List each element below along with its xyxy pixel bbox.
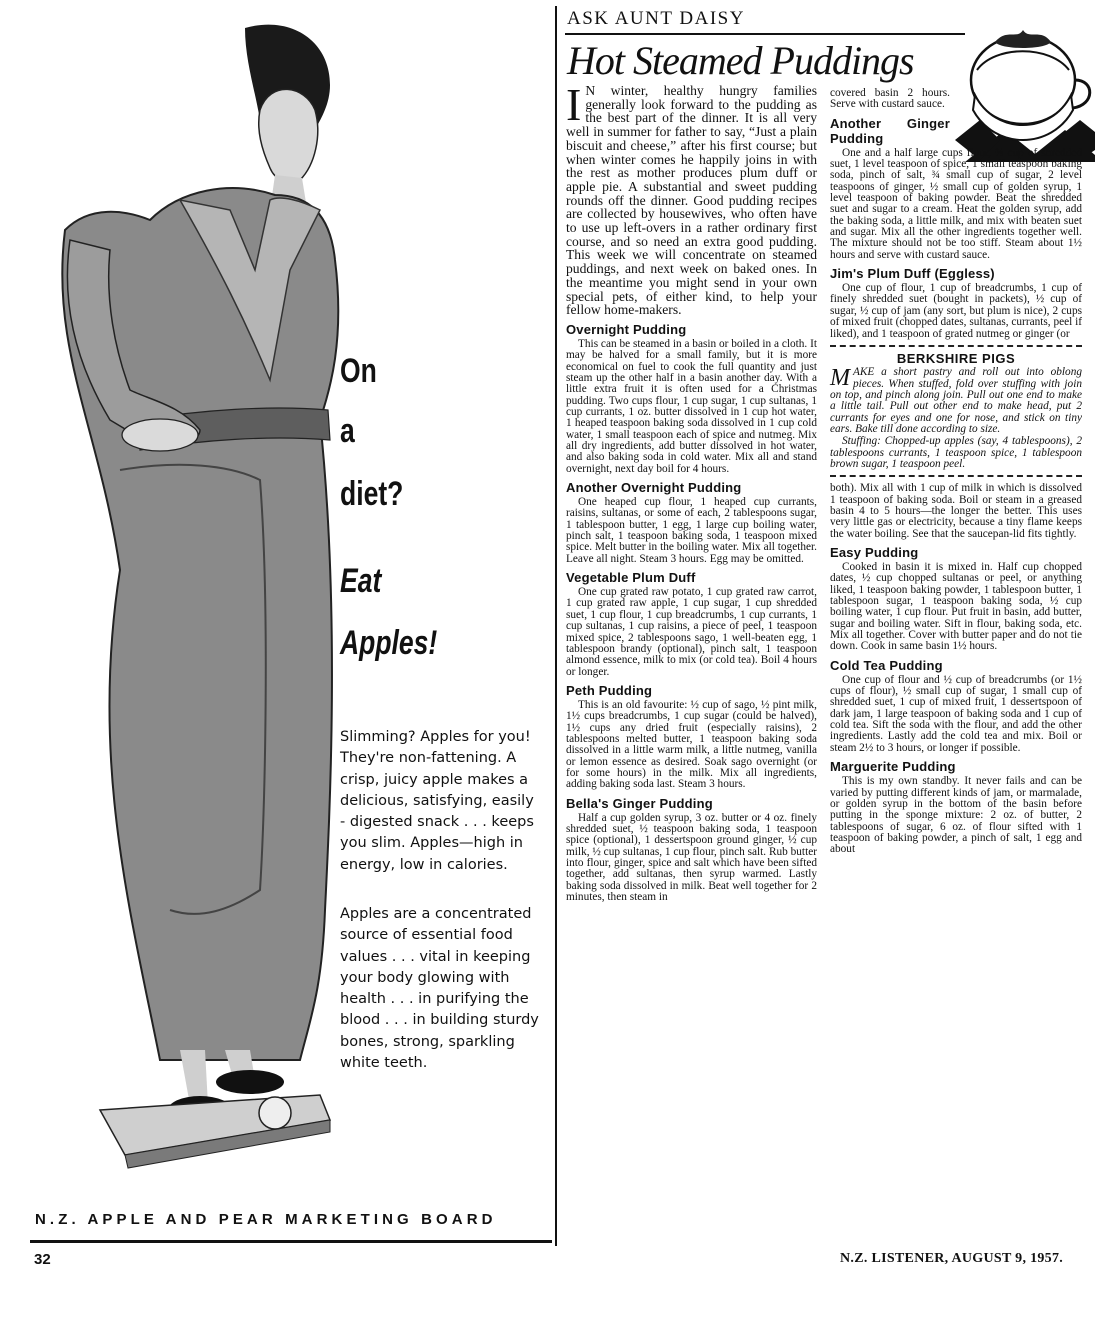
ad-headline-line-4: Eat: [340, 562, 382, 600]
intro-text: N winter, healthy hungry families generally look forward to the pudding as the best part of the dinner. It is all very well in summer for father to say, “Just a plain biscuit and cheese,” after his first course; but when winter comes he happily joins in with the rest as mother produces plum duff or apple pie. A substantial and sweet pudding rounds off the dinner. Good pudding recipes are collected by housewives, who often have to use up left-overs in a rather ordinary first course, and so need an extra good pudding. This week we will concentrate on steamed puddings, and next week on baked ones. In the meantime you might send in your own special pets, of either kind, to help your fellow home-makers.: [566, 83, 817, 318]
recipe-heading: Easy Pudding: [830, 545, 919, 560]
recipe-heading: Overnight Pudding: [566, 321, 687, 337]
ad-copy-paragraph-2: Apples are a concentrated source of essential food values . . . vital in keeping your body glowing with health . . . in purifying the blood . . . in building sturdy bones, strong, sparkling white teeth.: [340, 906, 539, 1072]
recipe-text: One heaped cup flour, 1 heaped cup currants, raisins, sultanas, or some of each, 2 tablespoons sugar, 1 tablespoon butter, 1 egg, 1 large cup boiling water, pinch salt, 1 teaspoon baking soda, 1 teaspoon mixed spice. Melt butter in the boiling water. Mix all together. Leave all night. Steam 3 hours. Egg may be omitted.: [566, 496, 817, 565]
article-column-1: [566, 79, 817, 904]
recipe-text: One cup of flour, 1 cup of breadcrumbs, 1 cup of finely shredded suet (bought in packets), ½ cup of sugar, ½ cup of jam (any sort, but plum is nice), 2 cups of mixed fruit (chopped dates, sultanas, currants, peel if liked), and 1 teaspoon of grated nutmeg or ginger (or: [830, 282, 1082, 340]
article-title: Hot Steamed Puddings: [567, 38, 914, 83]
ad-bottom-rule: [30, 1240, 552, 1243]
recipe-text: This is my own standby. It never fails and can be varied by putting different kinds of jam, or marmalade, or golden syrup in the bottom of the basin before putting in the sponge mixture: 2 oz. of butter, 2 tablespoons of sugar, 6 oz. of flour sifted with 1 teaspoon of baking powder, a pinch of salt, 1 egg and about: [830, 775, 1082, 856]
recipe-heading: Another Overnight Pudding: [566, 480, 742, 496]
box-bottom-rule: [830, 475, 1082, 477]
box-drop-cap: M: [830, 365, 850, 392]
section-header: ASK AUNT DAISY: [567, 8, 745, 29]
ad-headline-line-1: On: [340, 352, 377, 390]
recipe-text: This can be steamed in a basin or boiled in a cloth. It may be halved for a small family, but it is more economical on fuel to cook the full quantity and just steam up the other half in a basin another day. With a little extra fruit it is often used for a Christmas pudding. Two cups flour, 1 cup sugar, 1 cup sultanas, 1 cup currants, 1 oz. butter dissolved in 1 cup hot water, 1 heaped teaspoon baking soda dissolved in 1 cup cold water, 1 small teaspoon each of spice and nutmeg. Mix all dry ingredients, add butter dissolved in hot water, and also baking soda in cold water. Mix all and stand overnight, next day boil for 4 hours.: [566, 337, 817, 475]
ad-headline-line-2: a: [340, 412, 355, 450]
box-title: BERKSHIRE PIGS: [896, 350, 1016, 366]
recipe-heading: Peth Pudding: [566, 682, 653, 698]
publication-dateline: N.Z. LISTENER, AUGUST 9, 1957.: [840, 1251, 1064, 1266]
woman-on-scale-illustration: [30, 10, 350, 1190]
ad-copy-paragraph-1: Slimming? Apples for you! They're non-fattening. A crisp, juicy apple makes a delicious, satisfying, easily - digested snack . . . keeps you slim. Apples—high in energy, low in calories.: [340, 729, 534, 873]
box-stuffing: Stuffing: Chopped-up apples (say, 4 tablespoons), 2 tablespoons currants, 1 teaspoon spice, 1 tablespoon brown sugar, 1 teaspoon peel.: [830, 435, 1082, 470]
recipe-text: One cup grated raw potato, 1 cup grated raw carrot, 1 cup grated raw apple, 1 cup sugar, 1 cup shredded suet, 1 cup flour, 1 cup breadcrumbs, 1 cup currants, 1 cup sultanas, 1 cup raisins, a piece of peel, 1 teaspoon mixed spice, 2 tablespoons sago, 1 well-beaten egg, 1 tablespoon brandy (optional), pinch salt, 1 teaspoon almond essence, milk to mix (or cold tea). Boil 4 hours or longer.: [566, 586, 817, 678]
column-divider: [555, 6, 557, 1246]
recipe-text: Half a cup golden syrup, 3 oz. butter or 4 oz. finely shredded suet, ½ teaspoon baking soda, 1 teaspoon spice (optional), 1 dessertspoon ground ginger, ½ cup milk, ½ cup sultanas, 1 cup flour, pinch salt. Rub butter into flour, ginger, spice and salt which have been sifted together, add sultanas, then syrup warmed. Lastly baking soda dissolved in milk. Beat well together for 2 minutes, then steam in: [566, 811, 817, 904]
recipe-heading: Marguerite Pudding: [830, 759, 956, 775]
ad-headline-line-5: Apples!: [340, 624, 438, 662]
box-body: AKE a short pastry and roll out into oblong pieces. When stuffed, fold over stuffing with join on top, and pinch along join. Pull out one end to make a little tail. Pull out other end to make head, put 2 currants for eyes and one for nose, and stick on tiny ears. Bake till done according to size.: [830, 366, 1082, 435]
intro-drop-cap: I: [566, 79, 582, 130]
recipe-text: One cup of flour and ½ cup of breadcrumbs (or 1½ cups of flour), ½ small cup of sugar, 1 small cup of shredded suet, 1 cup of mixed fruit, 1 dessertspoon of dark jam, 1 large teaspoon of baking soda and 1 cup of cold tea. Sift the soda with the flour, and add the other ingredients. Lastly add the cold tea and mix. Boil or steam 2½ to 3 hours, or longer if possible.: [830, 673, 1082, 754]
ad-headline-line-3: diet?: [340, 475, 404, 513]
article-intro: [566, 79, 817, 318]
advertiser-name: N.Z. APPLE AND PEAR MARKETING BOARD: [35, 1211, 497, 1228]
recipe-text: One and a half large cups flour, ¾ cup of shredded suet, 1 level teaspoon of spice, 1 small teaspoon baking soda, pinch of salt, ¾ small cup of sugar, 2 level teaspoons of ginger, ½ small cup of golden syrup, 1 level teaspoon of baking powder. Beat the shredded suet and sugar to a cream. Heat the golden syrup, add the baking soda, a little milk, and mix with beaten suet and sugar. Mix all the other ingredients together well. The mixture should not be too stiff. Steam about 1½ hours and serve with custard sauce.: [830, 146, 1082, 261]
recipe-heading: Vegetable Plum Duff: [566, 570, 696, 586]
recipe-heading: Bella's Ginger Pudding: [566, 795, 713, 811]
recipe-heading: Cold Tea Pudding: [830, 657, 943, 673]
section-header-rule: [565, 33, 965, 35]
continued-text: both). Mix all with 1 cup of milk in which is dissolved 1 teaspoon of baking soda. Boil or steam in a greased basin 4 to 5 hours—the longer the better. This uses very little gas or electricity, because a tiny flame keeps the water boiling. See that the saucepan-lid fits tightly.: [830, 482, 1082, 540]
recipe-text: This is an old favourite: ½ cup of sago, ½ pint milk, 1½ cups breadcrumbs, 1 cup sugar (could be halved), 1½ cups any dried fruit (especially raisins), 2 tablespoons melted butter, 1 teaspoon baking soda dissolved in a little warm milk, a little nutmeg, vanilla or lemon essence as desired. Soak sago overnight (or for some hours) in the milk. Mix all ingredients, adding baking soda last. Steam 3 hours.: [566, 698, 817, 791]
recipe-heading: Jim's Plum Duff (Eggless): [830, 266, 995, 282]
page-number: 32: [34, 1251, 51, 1268]
article-column-2: [830, 88, 1082, 857]
berkshire-pigs-box: [830, 350, 1082, 470]
box-top-rule: [830, 345, 1082, 347]
continued-text: covered basin 2 hours. Serve with custard sauce.: [830, 87, 950, 111]
recipe-heading: Another Ginger Pudding: [830, 115, 950, 146]
recipe-text: Cooked in basin it is mixed in. Half cup chopped dates, ½ cup chopped sultanas or peel, or anything liked, 1 teaspoon baking powder, 1 tablespoon butter, 1 tablespoon sugar, 1 teaspoon baking soda, ½ cup boiling water, 1 cup flour. Put fruit in basin, add butter, sugar and boiling water. Sift in flour, baking soda, etc. Mix all together. Cover with butter paper and do not tie down. Cook in same basin 1½ hours.: [830, 561, 1082, 653]
box-text: [830, 367, 1082, 435]
